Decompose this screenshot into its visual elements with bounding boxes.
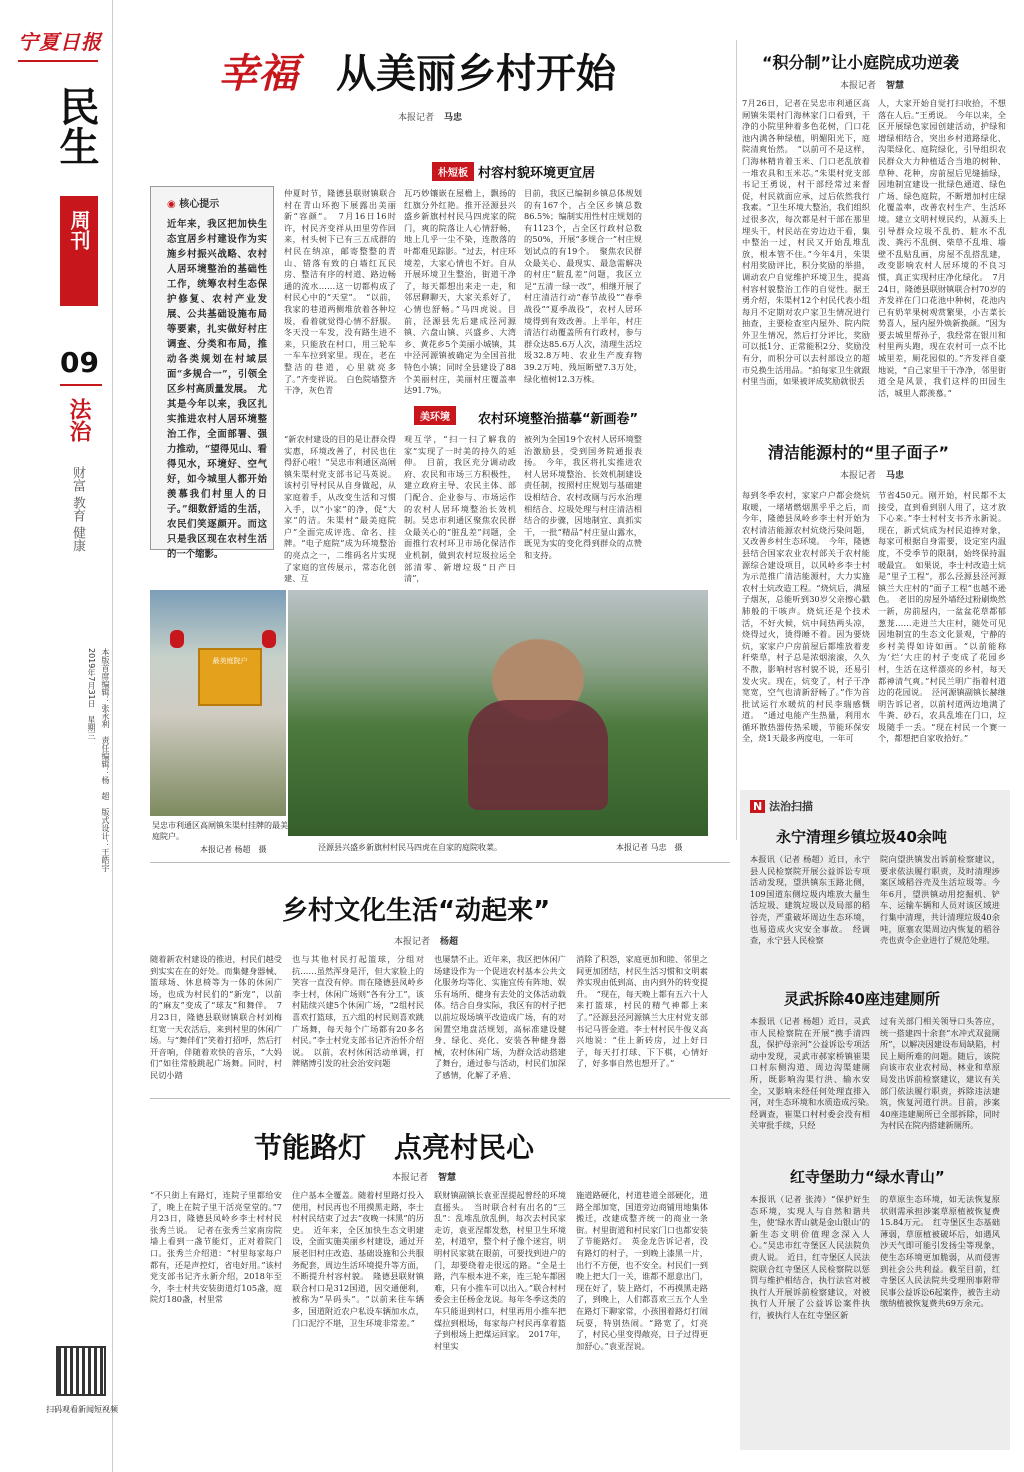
- light-byline-label: 本报记者: [392, 1173, 429, 1183]
- points-byline-name: 智慧: [886, 81, 905, 91]
- photo2-credit-label: 本报记者: [616, 843, 648, 852]
- sub2-col3: 被列为全国19个农村人居环境整治激励县，受到国务院通报表扬。 今年，我区将扎实推进农村人居环境整治、长效机制建设责任制，按照村庄规划与基础建设相结合、农村改厕与污水治理相结合、垃圾处理与村庄清洁相结合的步骤，因地制宜、真抓实干，一批“精品”村庄显山露水，既见为实的变化得到群众的点赞和支持。: [524, 434, 642, 560]
- law-column-tag: N: [750, 800, 765, 813]
- lead-title: 从美丽乡村开始: [336, 51, 616, 97]
- culture-col4: 消除了积怨，家庭更加和睦、邻里之间更加团结，村民生活习惯和文明素养实现由低到高、由内到外的转变提升。 “现在，每天晚上都有五六十人来打篮球，村民的精气神都上来了。”泾源县泾河源镇兰大庄村党支部书记马晋金道。李士村村民牛俊义高兴地说：“住上新砖房，过上好日子，每天打打球、下下棋，心情好了，好多事自然也想开了。”: [576, 954, 708, 1069]
- paper-name-logo: 宁夏日报: [18, 30, 102, 54]
- law-item3-col1: 本报讯（记者 张涛）“保护好生态环境，实现人与自然和谐共生，使‘绿水青山就是金山银山’的新生态文明价值理念深入人心。”吴忠市红寺堡区人民法院负责人说。 近日，红寺堡区人民法院联合红寺堡区人民检察院以惩罚与维护相结合，执行法官对被执行人开展诉前检察建议，对被执行人开展了公益诉讼案件执行，被执行人在红寺堡区新: [750, 1194, 870, 1320]
- photo1-credit: [200, 844, 267, 855]
- target-icon: ◉: [167, 199, 180, 210]
- photo2-credit-name: 马忠 摄: [650, 843, 683, 852]
- culture-col3: 也屡禁不止。近年来，我区把休闲广场建设作为一个促进农村基本公共文化服务均等化、实施宜传有阵地、娱乐有场所、健身有去处的文体活动载体。结合自身实际，我区有的村子把以前垃圾场填平改造成广场，有的对闲置空地盘活规划，高标准建设健身、绿化、亮化、安装各种健身器械，农村休闲广场，为群众活动搭建了舞台，通过参与活动，村民们加深了感情，化解了矛盾、: [434, 954, 566, 1080]
- qr-code[interactable]: [56, 1346, 106, 1396]
- light-col1: “不只街上有路灯，连院子里都给安了，晚上在院子里干活亮堂堂的。”7月23日，隆德县凤岭乡李士村村民张秀兰说。 记者在张秀兰家南房院墙上看到一盏节能灯，正对着院门口。张秀兰介绍道：“村里每家每户都有，还是声控灯，省电好用。”该村党支部书记齐永新介绍，2018年至今，李士村共安装街道灯105盏，庭院灯180盏，村里常: [150, 1190, 282, 1305]
- points-title: “积分制”让小庭院成功逆袭: [762, 53, 960, 72]
- law-item1-col2: 院向望洪镇发出诉前检察建议，要求依法履行职责，及时清理涉案区域稻谷壳及生活垃圾等。今年6月，望洪镇动用挖掘机、铲车、运输车辆和人员对该区域进行集中清理，共计清理垃圾40余吨，原塞农渠周边内恢复的稻谷壳也责令企业进行了规范处理。: [880, 854, 1000, 946]
- law-item3-title: 红寺堡助力“绿水青山”: [790, 1168, 945, 1186]
- clean-energy-byline-name: 马忠: [886, 471, 905, 481]
- core-tip-label-text: 核心提示: [179, 199, 220, 210]
- photo1-caption: 吴忠市利通区高闸镇朱渠村挂牌的最美庭院户。: [152, 821, 288, 841]
- core-tip-label: [167, 195, 219, 210]
- sub1-col3: 目前，我区已编制乡镇总体规划的有167个，占全区乡镇总数86.5%；编制实用性村庄规划的有1123个，占全区行政村总数的50%，开展“多规合一”村庄规划试点的有19个。 聚焦农民群众最关心、最现实、最急需解决的村庄“脏乱差”问题，我区立足“五清一绿一改”，相继开展了村庄清洁行动“春节战役”“春季战役”“夏季战役”，农村人居环境得到有效改善。上半年，村庄清洁行动覆盖所有行政村，参与群众达85.6万人次，清理生活垃圾32.8万吨、农业生产废弃物39.2万吨、残垣断壁7.3万处，绿化植树12.3万株。: [524, 188, 642, 384]
- culture-byline-label: 本报记者: [394, 937, 431, 947]
- culture-byline: [394, 934, 458, 947]
- masthead-column: [0, 0, 120, 1472]
- qr-caption: 扫码观看新闻短视频: [46, 1405, 118, 1414]
- farmer-figure: [468, 700, 608, 810]
- section-sub: 周刊: [67, 210, 91, 250]
- masthead-divider: [112, 0, 113, 1472]
- law-column-header: [750, 798, 813, 814]
- sub1-title: 村容村貌环境更宜居: [478, 166, 596, 181]
- law-item1-col1: 本报讯（记者 杨超）近日，永宁县人民检察院开展公益诉讼专项活动发现，望洪镇东玉路北侧，109国道东侧垃圾内堆放大量生活垃圾、建筑垃圾以及局部的稻谷壳，严重破坏周边生态环境，也易造成火灾安全事故。 经调查，永宁县人民检察: [750, 854, 870, 946]
- photo-courtyard: [150, 590, 286, 816]
- culture-col1: 随着新农村建设的推进，村民们越受到实实在在的好处。而集健身器械、篮球场、休息椅等为一体的休闲广场，也成为村民们的“新宠”，以前的“麻友”变成了“球友”和舞伴。 7月23日，隆德县联财镇联合村刘梅红宽一天农活后，来到村里的休闲广场。与“舞伴们”笑着打招呼，然后打开音响，伴随着欢快的音乐，“大妈们”如往常般跳起广场舞。同时，村民切小踏: [150, 954, 282, 1080]
- law-item3-col2: 的草原生态环境，如无法恢复原状则需承担涉案草原植被恢复费15.84万元。 红寺堡区生态基础薄弱，草原植被破坏后，如遇风沙天气即可能引发扬尘等现象，使生态环境更加脆弱，从而侵害到社会公共利益。截至目前，红寺堡区人民法院共受理刑事附带民事公益诉讼6起案件，被告主动缴纳植被恢复费共69万余元。: [880, 1194, 1000, 1309]
- issue-date: 2019年7月31日 星期三: [87, 648, 96, 740]
- right-column-divider: [736, 40, 737, 840]
- sub2-tag: 美环境: [414, 406, 456, 425]
- clean-energy-col1: 每到冬季农村，家家户户都会烧炕取暖，一堵堵燃烟黑乎乎之后，而今年，隆德县凤岭乡李士村开始为农村清洁能源农村炕烧污染问题，又改善乡村生态环境。 今年，隆德县结合国家农业农村部关于农村能源综合建设项目，以风岭乡李士村为示范推广清洁能源村，大力实施农村土炕改造工程。“烧炕后，满屋子烟灰，总能听到30岁父亲擦心戳肺般的干咳声。烧炕还是个技术活，不好火候，炕中间热两头凉，烧得过火，烫得睡不着。因为要烧炕，家家户户房前屋后都堆放着麦秆柴草，村子总是浓烟滚滚，久久不散，影响村容村貌不说，还易引发火灾。现在，炕变了，村子干净宽宽，空气也清新舒畅了。”作为首批试运行水暖炕的村民李瑞感慨道。 “通过电能产生热量，利用水循环散热器传热采暖，节能环保安全，烧1天最多两度电，一年可: [742, 490, 870, 744]
- core-tip-box: [150, 186, 274, 560]
- law-column-name: 法治扫描: [769, 800, 814, 813]
- culture-title: 乡村文化生活“动起来”: [282, 896, 551, 926]
- sub1-col2: 瓦巧妙镶嵌在屋檐上，飘扬的红旗分外红艳。推开泾源县兴盛乡新旗村村民马四虎家的院门，爽的院落让人心情舒畅，地上几乎一尘不染，连散落的叶都难见踪影。“过去，村庄环境差，大家心情也不好。自从开展环境卫生整治，街道干净了，每天都想出来走一走，和邻居聊聊天，大家关系好了，心情也舒畅。”马四虎说。目前，泾源县先后建成泾河源镇、六盘山镇、兴盛乡、大湾乡、黄花乡5个美丽小城镇，其中泾河源镇被确定为全国首批特色小镇；同时全县建设了88个美丽村庄，美丽村庄覆盖率达91.7%。: [404, 188, 516, 396]
- light-col4: 施道路硬化，村道巷道全部硬化，道路全部加宽，国道旁边商铺用地集体搬迁，改建成整齐统一的商业一条街。村里街道和村民家门口也都安装了节能路灯。 英金龙告诉记者，没有路灯的村子，一到晚上漆黑一片，出行不方便，也不安全。村民们一到晚上把大门一关，谁都不愿意出门，现在好了，装上路灯，不再摸黑走路了，到晚上，人们都喜欢三五个人坐在路灯下聊家常，小孩围着路灯打闹玩耍，特别热闹。“路宽了，灯亮了，村民心里变得敞亮，日子过得更加舒心。”袁亚涅说。: [576, 1190, 708, 1351]
- light-byline: [392, 1170, 456, 1183]
- sub2-col2: 观互学，“扫一扫了解我的家”实现了一时美的持久的延伸。 目前，我区充分调动政府、农民和市场三方积极性，建立政府主导、农民主体、部门配合、企业参与、市场运作的农村人居环境整治长效机制。吴忠市利通区聚焦农民群众最关心的“脏乱差”问题，全面推行农村环卫市场化保洁作业机制，做到农村垃圾拉运全部清零、新增垃圾“日产日清”，: [404, 434, 516, 584]
- page-topic: 法治: [66, 398, 91, 442]
- lead-byline: [398, 110, 462, 123]
- section-rule: [150, 1098, 730, 1099]
- points-col1: 7月26日，记者在吴忠市利通区高闸镇朱渠村门海林家门口看到，干净的小院里种着多色花树，门口花池内满各种绿植，明媚阳光下，庭院清爽怡然。 “以前可不是这样，门海林精肯着玉米、门口老乱放着一堆农具和玉米芯。”朱渠村党支部书记王勇说，村干部经常过来督促，村民就面应承，过后依然我行我素。“卫生环境大整治，我们组织过很多次，每次都是村干部在那里埋头干，村民站在旁边边干看，集中整治一过，村民又开始乱堆乱放，根本管不住。”今年4月，朱渠村用奖励评比，积分奖励的举措，调动农户自觉维护环境卫生，提高村容村貌整治工作的自觉性。据王勇介绍，朱渠村12个村民代表小组每月不定期对农户家卫生情况进行抽查，主要检查室内屋外、院内院外卫生情况，然后打分评比，奖励可以抵1分、正常能积2分、奖励没有分，而积分可以去村部设立的超市兑换生活用品。“拍每家卫生就跟村里当面，如果被评成奖励就很丢: [742, 98, 870, 387]
- clean-energy-title: 清洁能源村的“里子面子”: [768, 443, 950, 462]
- sub1-tag: 朴短板: [432, 162, 474, 181]
- lantern-icon: [170, 630, 184, 648]
- lantern-icon: [262, 630, 276, 648]
- law-item2-col1: 本报讯（记者 杨超）近日，灵武市人民检察院在开展“携手清四乱，保护母亲河”公益诉讼专项活动中发现，灵武市郝家桥镇崔渠口村东侧沟道、周边沟渠建厕所，既影响沟渠行洪、输水安全，又影响未经任何处理直排入河，对生态环境和水质造成污染。 经调查，崔渠口村村委会没有相关审批手续，只经: [750, 1016, 879, 1131]
- law-item1-title: 永宁清理乡镇垃圾40余吨: [776, 828, 947, 846]
- masthead-rule: [18, 60, 98, 62]
- law-panel: [740, 790, 1010, 1450]
- lead-title-calligraphy: 幸福: [218, 50, 298, 97]
- core-tip-text: 近年来，我区把加快生态宜居乡村建设作为实施乡村振兴战略、农村人居环境整治的基础性工作，统筹农村生态保护修复、农村产业发展、公共基础设施布局等要素，扎实做好村庄调查、分类和布局，推动各类规划在村域层面“多规合一”，引领全区乡村高质量发展。 尤其是今年以来，我区扎实推进农村人居环境整治工作，全面部署、强力推动，“望得见山、看得见水，环境好、空气好，如今城里人都开始羡慕我们村里人的日子。”细数舒适的生活，农民们笑逐颜开。而这只是我区现在农村生活的一个缩影。: [167, 219, 267, 560]
- section-title: 民生: [53, 86, 100, 166]
- courtyard-sign-text: 最美庭院户: [212, 657, 248, 665]
- courtyard-sign: [198, 648, 262, 706]
- photo2-caption: 泾源县兴盛乡新旗村村民马四虎在自家的庭院收菜。: [318, 843, 502, 852]
- culture-col2: 也与其他村民打起篮球，分组对抗……虽然浑身是汗，但大家脸上的笑容一直没有停。而在隆德县凤岭乡李士村，休闲广场则“各有分工”，该村陆续兴建5个休闲广场，“2组村民喜欢打篮球，五六组的村民则喜欢跳广场舞，每天每个广场都有20多名村民。”李士村党支部书记齐治怀介绍说。 以前，农村休闲活动单调，打牌赌博引发的社会治安问题: [292, 954, 424, 1069]
- lead-byline-label: 本报记者: [398, 113, 435, 123]
- page-subtopics: 财富 教育 健康: [70, 466, 85, 553]
- points-col2: 人，大家开始自觉打扫收拾，不想落在人后。”王勇说。 今年以来，全区开展绿色家园创建活动，护绿和增绿相结合，突出乡村道路绿化、沟渠绿化、庭院绿化，引导组织农民群众大力种植适合当地的树种、草种、花种，房前屋后见缝插绿，因地制宜建设一批绿色通道、绿色广场、绿色庭院，不断增加村庄绿化覆盖率，改善农村生产、生活环境。建立文明村规民约，从源头上引导群众垃圾不乱扔、脏水不乱泼、粪污不乱倒、柴草不乱堆、墙壁不乱贴乱画，房屋不乱搭乱建，改变影响农村人居环境的不良习惯，真正实现村庄净化绿化。 7月24日，隆德县联财镇联合村70岁的齐发祥在门口花池中种树，花池内已有奶苹果树观赏繁果，小吉菜长势喜人，屋内屋外焕新换颜。“因为要去城里帮孙子，我经常在银川和村里两头跑，现在农村可一点不比城里差，厕花园似的。”齐发祥自豪地说，“自己家里干干净净，邻里街道全是风景，我们这样的田园生活，城里人都羡慕。”: [878, 98, 1006, 398]
- clean-energy-col2: 节省450元。刚开始，村民都不太接受，直到看到别人用了，这才放下心来。”李士村村支书齐永新说。现在，新式炕成为村民追捧对象，每家可根据自身需要，设定室内温度，不受季节的限制，始终保持温暖最宜。 如果说，李士村改造土炕是“里子工程”，那么泾源县泾河源镇兰大庄村的“面子工程”也越不逊色。 老旧的房屋外墙经过粉刷焕然一新，房前屋内，一盆盆花草都郁葱茏……走进兰大庄村，随处可见因地制宜的生态文化景观，宁静的乡村美得如诗如画。“以前能称为‘烂’大庄的村子变成了花园乡村，生活在这样漂亮的乡村，每天都神清气爽。”村民兰明广指着村道边的花园说。 泾河源镇副镇长赫继明告诉记者，以前村道两边地满了牛粪、砂石，农具乱堆在门口，垃圾随手一丢。“现在村民一个赛一个，都想把自家收拾好。”: [878, 490, 1006, 744]
- light-byline-name: 智慧: [438, 1173, 457, 1183]
- points-byline: [840, 78, 904, 91]
- clean-energy-byline: [840, 468, 904, 481]
- photo-farmer: [288, 590, 708, 836]
- page-number: 09: [60, 346, 99, 379]
- sub1-col1: 仲夏时节，隆德县联财镇联合村在青山环抱下展露出美丽新“容颜”。 7月16日16时许，村民齐变祥从田里劳作回来，村头树下已有三五成群的村民在纳凉，邮寄整整的青山、错落有致的白墙红瓦民房、整洁有序的村道、路边畅通的流水……这一切都构成了村民心中的“天堂”。 “以前，我家的巷道两侧堆放着各种垃圾，看着就觉得心情不舒服。冬天没一车发，没有路生进不来，只能放在村口，用三轮车一车车拉到家里。现在，老在整洁的巷道，心里就亮多了。”齐变祥说。 白色院墙整齐干净，灰色青: [284, 188, 396, 396]
- edition-info: 本版首席编辑：张永利 责任编辑：杨 超 版式设计：王皓宇: [101, 648, 110, 872]
- page-number-rule: [60, 384, 102, 386]
- light-col3: 联财镇副镇长袁亚涅提起曾经的环境直摇头。 当时联合村有出名的“三乱”：乱堆乱放乱倒，每次去村民家走访，袁亚涅都发愁，村里卫生环境差，村道窄，整个村子像个迷宫，明明村民家就在眼前，可要找到进户的门，却要绕着走很远的路。“全是土路，汽车根本进不来，连三轮车都困难，只有小推车可以出入。”联合村村委会主任杨金龙说。每年冬季这类的车只能退到村口，村里再用小推车把煤拉到根场，每家每户村民再拿着篮子到根场上把煤运回家。 2017年，村里实: [434, 1190, 566, 1351]
- light-col2: 住户基本全覆盖。随着村里路灯投入使用，村民再也不用摸黑走路，李士村村民结束了过去“夜晚一抹黑”的历史。 近年来，全区加快生态文明建设，全面实施美丽乡村建设，通过开展老旧村庄改造、基础设施和公共服务配套，周边生活环境提升等方面，不断提升村容村貌。 隆德县联财镇联合村口是312国道，因交通便利，被称为“旱码头”。“以前来往车辆多，国道附近农户私设车辆加水点，门口泥泞不堪，卫生环境非常差。”: [292, 1190, 424, 1328]
- law-item2-col2: 过有关部门相关领导口头答应，统一搭建四十余套“水冲式双瓮厕所”，以解决因建设布局缺陷，村民上厕所难的问题。随后，该院向该市农业农村局、林业和草原局发出诉前检察建议，建议有关部门依法履行职责，拆除违法建筑，恢复河道行洪。目前，涉案40座违建厕所已全部拆除，同时为村民在院内搭建新厕所。: [880, 1016, 1000, 1131]
- culture-byline-name: 杨超: [440, 937, 459, 947]
- clean-energy-byline-label: 本报记者: [840, 471, 877, 481]
- photo1-credit-name: 杨超 摄: [234, 845, 267, 854]
- lead-byline-name: 马忠: [444, 113, 463, 123]
- law-item2-title: 灵武拆除40座违建厕所: [784, 990, 940, 1008]
- section-rule: [150, 862, 730, 863]
- photo1-credit-label: 本报记者: [200, 845, 232, 854]
- points-byline-label: 本报记者: [840, 81, 877, 91]
- sub2-title: 农村环境整治描摹“新画卷”: [478, 412, 639, 427]
- photo2-credit: [616, 842, 683, 853]
- light-title: 节能路灯 点亮村民心: [254, 1131, 535, 1164]
- sub2-col1: “新农村建设的目的是让群众得实惠，环境改善了，村民也住得舒心啦！”吴忠市利通区高闸镇朱渠村党支部书记马英说。该村引导村民从自身做起，从家庭着手，从改变生活和习惯入手，以“小家”的净，促“大家”的洁。朱渠村“最美庭院户”全面完成评选、命名、挂牌。“电子庭院”成为环境整治的亮点之一，二维码名片实现了家庭的宣传展示，常态化创建、互: [284, 434, 396, 584]
